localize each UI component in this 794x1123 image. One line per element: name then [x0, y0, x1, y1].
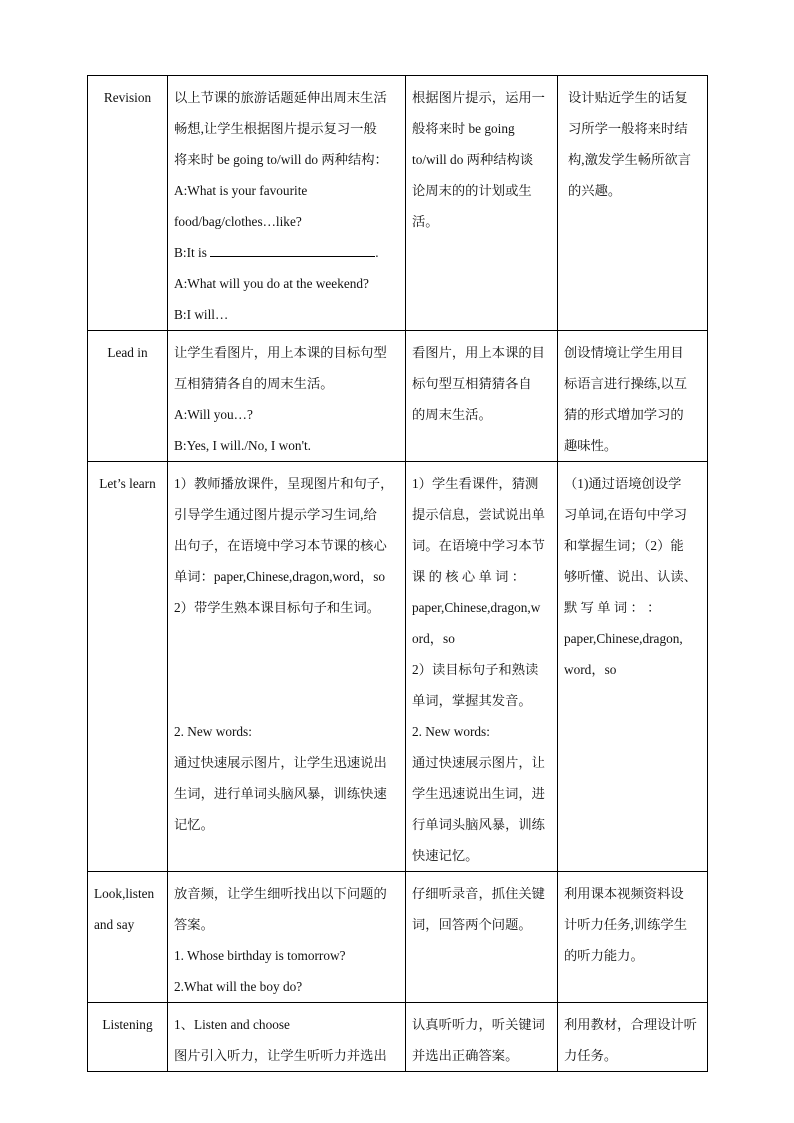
text-line	[174, 685, 399, 716]
text-line	[174, 654, 399, 685]
text-line: 够听懂、说出、认读、	[564, 569, 697, 584]
text-line: 畅想,让学生根据图片提示复习一般	[174, 121, 377, 136]
text-line: 默 写 单 词 ： ：	[564, 600, 661, 615]
text-line: 以上节课的旅游话题延伸出周末生活	[174, 90, 387, 105]
teacher-activity-cell	[168, 1003, 406, 1072]
answer-blank	[210, 244, 375, 257]
text-line: paper,Chinese,dragon,	[564, 631, 683, 646]
step-label-line: and say	[94, 917, 135, 932]
text-line: 论周末的的计划或生	[412, 183, 532, 198]
text-line: 般将来时 be going	[412, 121, 515, 136]
text-line: 通过快速展示图片，让	[412, 755, 545, 770]
step-label-line: Look,listen	[94, 886, 155, 901]
text-line	[174, 237, 399, 268]
text-line: 通过快速展示图片，让学生迅速说出	[174, 755, 387, 770]
text-line: 标语言进行操练,以互	[564, 376, 687, 391]
text-line: 认真听听力，听关键词	[412, 1017, 545, 1032]
text-line: to/will do 两种结构谈	[412, 152, 534, 167]
lesson-plan-table	[87, 75, 708, 1072]
text-line: 和掌握生词；（2）能	[564, 538, 684, 553]
text-line	[174, 623, 399, 654]
text-line: 利用课本视频资料设	[564, 886, 684, 901]
text-fragment: B:It is	[174, 245, 211, 260]
student-activity-cell	[406, 331, 558, 462]
text-line: 2. New words:	[174, 724, 252, 739]
text-line: 单词，掌握其发音。	[412, 693, 532, 708]
text-line: 答案。	[174, 917, 214, 932]
text-line: B:I will…	[174, 307, 229, 322]
text-line: 的周末生活。	[412, 407, 492, 422]
text-line: B:Yes, I will./No, I won't.	[174, 438, 311, 453]
step-cell	[88, 76, 168, 331]
text-line: 提示信息，尝试说出单	[412, 507, 545, 522]
step-label: Lead in	[107, 345, 148, 360]
text-line: 的听力能力。	[564, 948, 644, 963]
text-line: 课 的 核 心 单 词 ：	[412, 569, 526, 584]
text-line: 标句型互相猜猜各自	[412, 376, 532, 391]
text-line: 快速记忆。	[412, 848, 479, 863]
text-line: 活。	[412, 214, 439, 229]
text-line: 行单词头脑风暴，训练	[412, 817, 545, 832]
teacher-activity-cell	[168, 462, 406, 872]
text-line: 利用教材，合理设计听	[564, 1017, 697, 1032]
text-line: 互相猜猜各自的周末生活。	[174, 376, 334, 391]
text-line: 力任务。	[564, 1048, 618, 1063]
text-line: word，so	[564, 662, 617, 677]
text-line: 2. New words:	[412, 724, 490, 739]
design-purpose-cell	[558, 462, 708, 872]
period-mark: .	[375, 245, 379, 260]
text-line: paper,Chinese,dragon,w	[412, 600, 541, 615]
text-line: 看图片，用上本课的目	[412, 345, 545, 360]
text-line: 设计贴近学生的话复	[568, 90, 688, 105]
text-line: 词，回答两个问题。	[412, 917, 532, 932]
table-row	[88, 331, 708, 462]
text-line: 单词：paper,Chinese,dragon,word，so	[174, 569, 386, 584]
text-line: 1、Listen and choose	[174, 1017, 290, 1032]
text-line: ord，so	[412, 631, 455, 646]
teacher-activity-cell	[168, 331, 406, 462]
design-purpose-cell	[558, 872, 708, 1003]
text-line: 词。在语境中学习本节	[412, 538, 545, 553]
text-line: 1）学生看课件，猜测	[412, 476, 539, 491]
text-line: 习所学一般将来时结	[568, 121, 688, 136]
step-cell	[88, 462, 168, 872]
student-activity-cell	[406, 76, 558, 331]
step-cell	[88, 1003, 168, 1072]
step-label: Let’s learn	[99, 476, 156, 491]
text-line: 学生迅速说出生词，进	[412, 786, 545, 801]
text-line: A:Will you…?	[174, 407, 253, 422]
student-activity-cell	[406, 872, 558, 1003]
text-line: 放音频，让学生细听找出以下问题的	[174, 886, 387, 901]
table-row	[88, 1003, 708, 1072]
step-cell	[88, 872, 168, 1003]
text-line: 构,激发学生畅所欲言	[568, 152, 691, 167]
text-line: A:What is your favourite	[174, 183, 308, 198]
text-line: 出句子，在语境中学习本节课的核心	[174, 538, 387, 553]
text-line: 根据图片提示，运用一	[412, 90, 545, 105]
text-line: 2.What will the boy do?	[174, 979, 303, 994]
text-line: 习单词,在语句中学习	[564, 507, 687, 522]
design-purpose-cell	[558, 1003, 708, 1072]
teacher-activity-cell	[168, 76, 406, 331]
text-line: 1. Whose birthday is tomorrow?	[174, 948, 346, 963]
text-line: 生词，进行单词头脑风暴，训练快速	[174, 786, 387, 801]
step-label: Listening	[102, 1017, 153, 1032]
text-line: （1)通过语境创设学	[564, 476, 682, 491]
text-line: 猜的形式增加学习的	[564, 407, 684, 422]
text-line: 并选出正确答案。	[412, 1048, 519, 1063]
text-line: 仔细听录音，抓住关键	[412, 886, 545, 901]
text-line: food/bag/clothes…like?	[174, 214, 302, 229]
text-line: 1）教师播放课件，呈现图片和句子，	[174, 476, 394, 491]
text-line: 2）读目标句子和熟读	[412, 662, 539, 677]
text-line: 图片引入听力，让学生听听力并选出	[174, 1048, 387, 1063]
text-line: 2）带学生熟本课目标句子和生词。	[174, 600, 381, 615]
text-line: 计听力任务,训练学生	[564, 917, 687, 932]
text-line: 创设情境让学生用目	[564, 345, 684, 360]
lesson-plan-body	[88, 76, 708, 1072]
text-line: 的兴趣。	[568, 183, 622, 198]
design-purpose-cell	[558, 331, 708, 462]
table-row	[88, 76, 708, 331]
table-row	[88, 462, 708, 872]
step-cell	[88, 331, 168, 462]
text-line: A:What will you do at the weekend?	[174, 276, 369, 291]
step-label: Revision	[103, 90, 152, 105]
text-line: 引导学生通过图片提示学习生词,给	[174, 507, 377, 522]
text-line: 趣味性。	[564, 438, 618, 453]
student-activity-cell	[406, 462, 558, 872]
table-row	[88, 872, 708, 1003]
text-line: 记忆。	[174, 817, 214, 832]
design-purpose-cell	[558, 76, 708, 331]
teacher-activity-cell	[168, 872, 406, 1003]
student-activity-cell	[406, 1003, 558, 1072]
text-line: 让学生看图片，用上本课的目标句型	[174, 345, 387, 360]
text-line: 将来时 be going to/will do 两种结构：	[174, 152, 388, 167]
